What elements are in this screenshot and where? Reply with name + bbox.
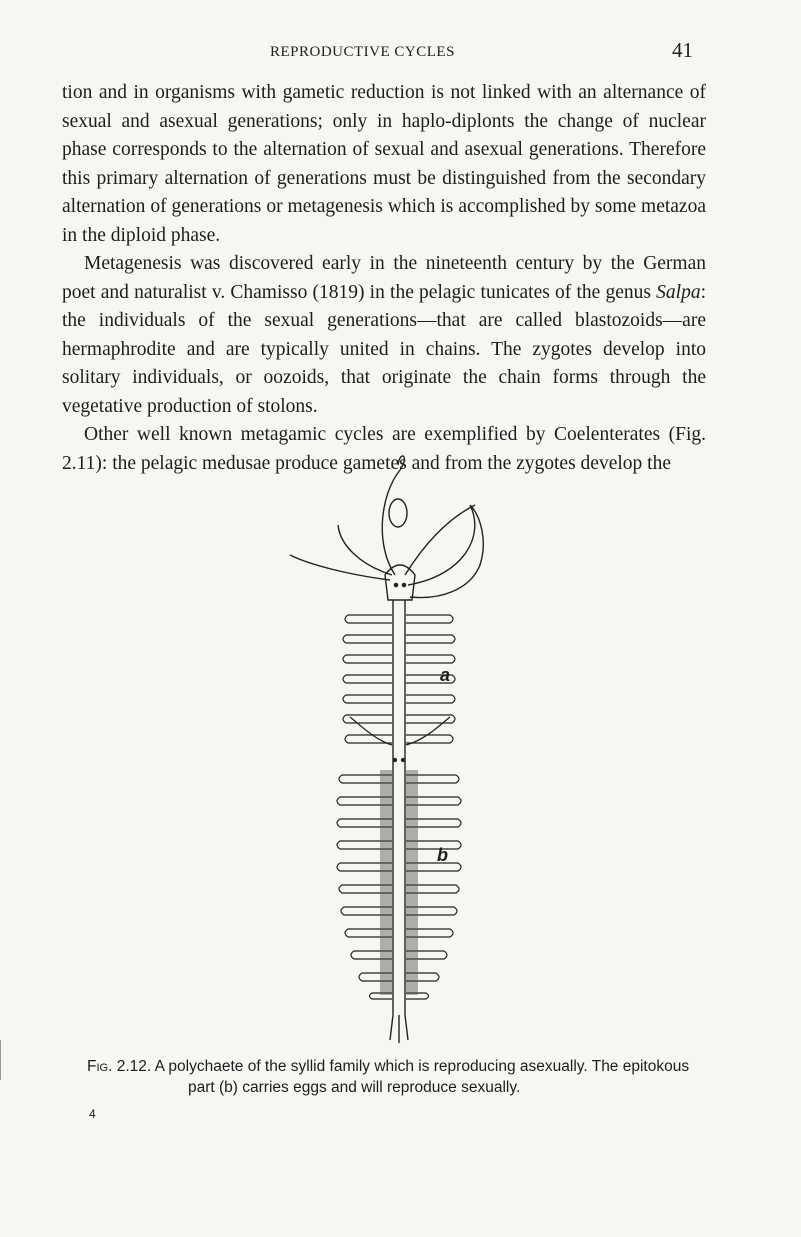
paragraph-3: Other well known metagamic cycles are exemplified by Coelenterates (Fig. 2.11): the pelagic medusae produce gametes and from the zygotes develop the [62, 424, 706, 474]
head-loop [389, 499, 407, 527]
cirrus-right [405, 505, 475, 575]
page-edge-mark [0, 1040, 7, 1080]
polychaete-figure [280, 425, 520, 1045]
egg-clusters [380, 770, 418, 995]
paragraph-2-end: : the individuals of the sexual generations—that are called blastozoids—are hermaphrodite and are typically united in chains. The zygotes develop into solitary individuals, or oozoids, that originate the chain forms through the vegetative production of stolons. [62, 281, 706, 417]
tail-cirri [390, 1015, 408, 1043]
genus-name: Salpa [656, 281, 701, 303]
parapodia-posterior [337, 775, 461, 999]
polychaete-illustration [280, 425, 520, 1045]
caption-line-2: part (b) carries eggs and will reproduce sexually. [188, 1079, 521, 1096]
parapodia-anterior [343, 615, 455, 743]
caption-figure-ref: Fig. 2.12. [87, 1058, 152, 1075]
paragraph-2-start: Metagenesis was discovered early in the nineteenth century by the German poet and naturalist v. Chamisso (1819) in the pelagic tunicates of the genus [62, 253, 706, 303]
paragraph-1: tion and in organisms with gametic reduction is not linked with an alternance of sexual and asexual generations; only in haplo-diplonts the change of nuclear phase corresponds to the alternation of sexual and asexual generations. Therefore this primary alternation of generations must be distinguished from the secondary alternation of generations or metagenesis which is accomplished by some metazoa in the diploid phase. [62, 82, 706, 246]
page-header [0, 38, 801, 68]
antenna-left [382, 456, 404, 575]
paragraph-2 [62, 250, 706, 421]
page-number: 41 [672, 38, 693, 62]
figure-label-a: a [440, 665, 451, 685]
caption-line-1: A polychaete of the syllid family which is reproducing asexually. The epitokous [154, 1058, 690, 1075]
running-head: REPRODUCTIVE CYCLES [270, 44, 455, 60]
body-text [62, 79, 706, 478]
tentacle-right [408, 505, 483, 598]
prostomium [385, 565, 415, 600]
figure-caption [87, 1056, 727, 1098]
signature-mark: 4 [89, 1107, 96, 1121]
figure-label-b: b [437, 845, 448, 865]
